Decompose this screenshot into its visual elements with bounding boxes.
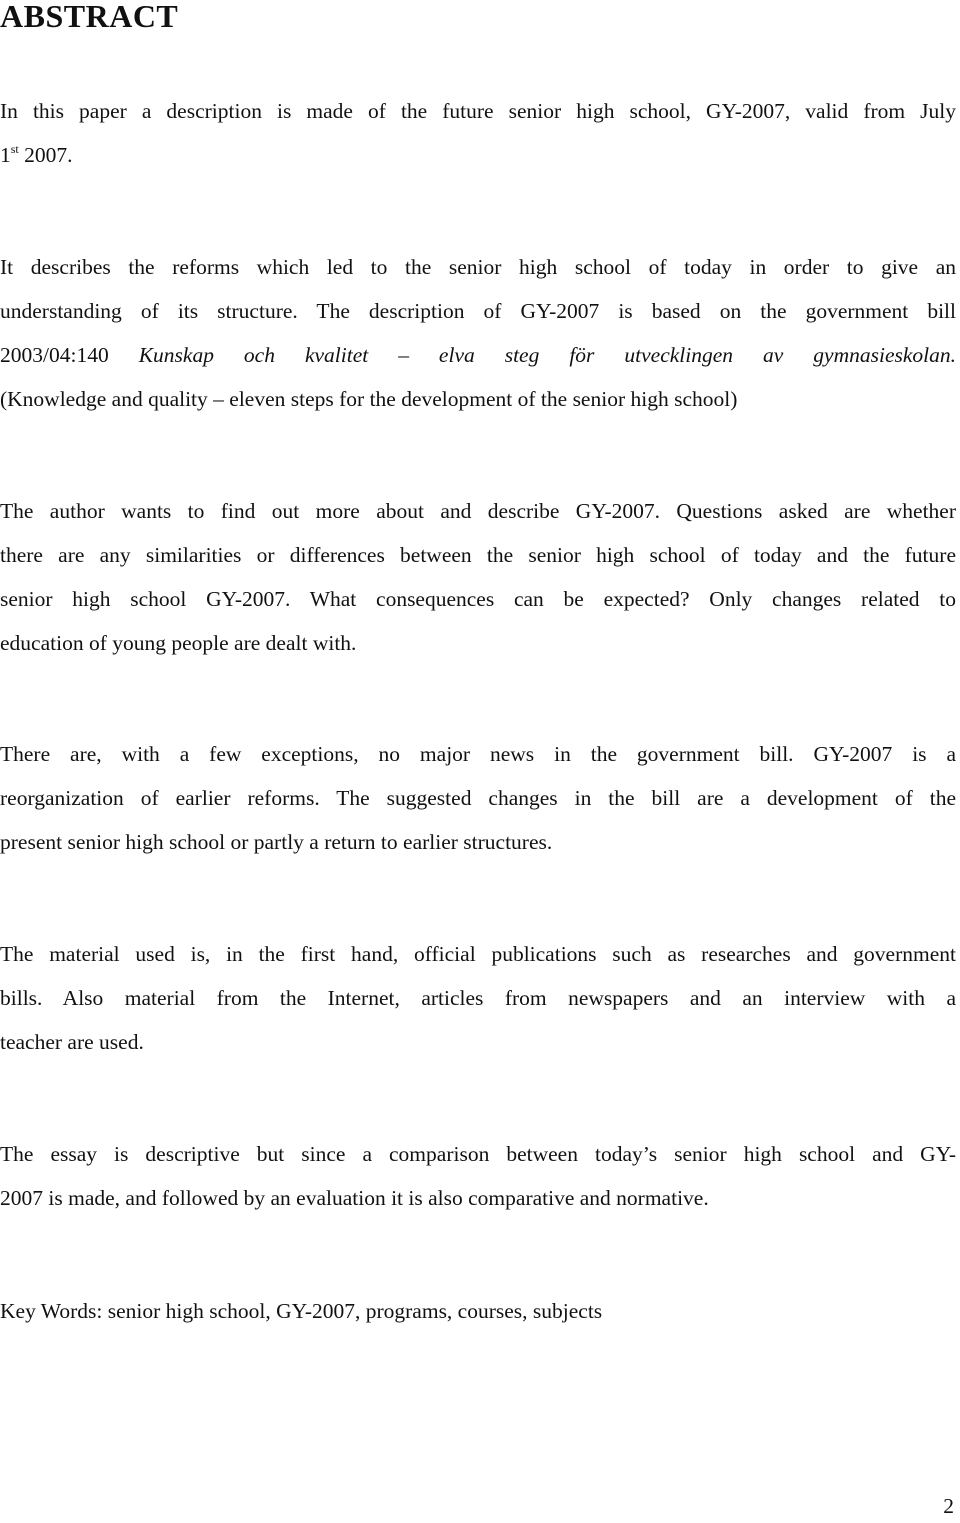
paragraph-line: In this paper a description is made of the future senior high school, GY-2007, valid from July <box>0 99 956 123</box>
bill-number: 2003/04:140 <box>0 343 139 367</box>
abstract-keywords <box>0 1289 956 1333</box>
paragraph-line: bills. Also material from the Internet, articles from newspapers and an interview with a <box>0 986 956 1010</box>
abstract-paragraph-findings <box>0 732 956 864</box>
paragraph-line: There are, with a few exceptions, no major news in the government bill. GY-2007 is a <box>0 742 956 766</box>
abstract-paragraph-intro <box>0 89 956 177</box>
paragraph-line: It describes the reforms which led to the senior high school of today in order to give an <box>0 255 956 279</box>
paragraph-line: education of young people are dealt with. <box>0 631 357 655</box>
paragraph-line: The material used is, in the first hand, official publications such as researches and government <box>0 942 956 966</box>
abstract-paragraph-background <box>0 245 956 421</box>
paragraph-line <box>0 333 956 377</box>
date-day: 1 <box>0 143 11 167</box>
date-ordinal-suffix: st <box>10 142 19 156</box>
paragraph-line: The essay is descriptive but since a comparison between today’s senior high school and GY- <box>0 1142 956 1166</box>
paragraph-line: reorganization of earlier reforms. The suggested changes in the bill are a development of the <box>0 786 956 810</box>
page-number: 2 <box>943 1494 954 1518</box>
bill-title: Kunskap och kvalitet – elva steg för utvecklingen av gymnasieskolan. <box>138 343 957 367</box>
paragraph-line: 2007 is made, and followed by an evaluation it is also comparative and normative. <box>0 1186 709 1210</box>
paragraph-line: teacher are used. <box>0 1030 144 1054</box>
abstract-paragraph-method <box>0 1132 956 1220</box>
paragraph-line: senior high school GY-2007. What consequences can be expected? Only changes related to <box>0 587 956 611</box>
paragraph-line: understanding of its structure. The description of GY-2007 is based on the government bill <box>0 299 956 323</box>
paragraph-line: there are any similarities or differences between the senior high school of today and the future <box>0 543 956 567</box>
abstract-heading: ABSTRACT <box>0 0 179 34</box>
abstract-paragraph-questions <box>0 489 956 665</box>
keywords-line: Key Words: senior high school, GY-2007, programs, courses, subjects <box>0 1299 603 1323</box>
abstract-paragraph-material <box>0 932 956 1064</box>
paragraph-line <box>0 133 956 177</box>
paragraph-line: The author wants to find out more about and describe GY-2007. Questions asked are whether <box>0 499 956 523</box>
paragraph-line: (Knowledge and quality – eleven steps for the development of the senior high school) <box>0 387 738 411</box>
paragraph-line: present senior high school or partly a return to earlier structures. <box>0 830 553 854</box>
date-year: 2007. <box>18 143 73 167</box>
